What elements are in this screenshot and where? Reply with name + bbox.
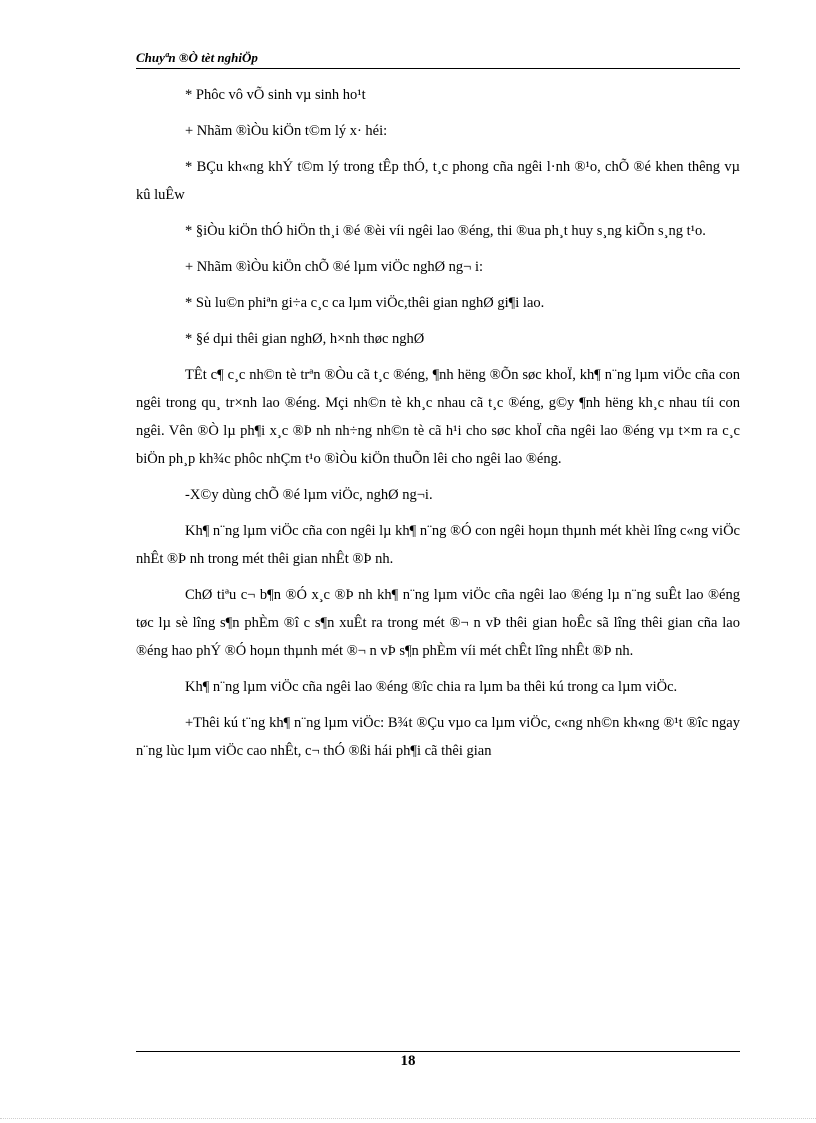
paragraph-6: * Sù lu©n phiªn gi÷a c¸c ca lµm viÖc,thêi gian nghØ gi¶i lao.: [185, 295, 545, 311]
paragraph-11: ChØ tiªu c¬ b¶n ®Ó x¸c ®Þ nh kh¶ n¨ng lµm viÖc cña ngêi lao ®éng lµ n¨ng suÊt lao ®éng tøc lµ sè lîng s¶n phÈm ®î c s¶n xuÊt ra trong mét ®¬ n vÞ thêi gian hoÊc sã lîng thêi gian cña lao ®éng hao phÝ ®Ó hoµn thµnh mét ®¬ n vÞ s¶n phÈm víi mét chÊt lîng nhÊt ®Þ nh.: [136, 587, 740, 659]
page-edge-divider: [0, 1118, 816, 1119]
paragraph-13: +Thêi kú t¨ng kh¶ n¨ng lµm viÖc: B¾t ®Çu vµo ca lµm viÖc, c«ng nh©n kh«ng ®¹t ®îc ngay n¨ng lùc lµm viÖc cao nhÊt, c¬ thÓ ®ßi hái ph¶i cã thêi gian: [136, 715, 740, 759]
paragraph-4: * §iÒu kiÖn thÓ hiÖn th¸i ®é ®èi víi ngêi lao ®éng, thi ®ua ph¸t huy s¸ng kiÕn s¸ng t¹o.: [185, 223, 706, 239]
paragraph-3: * BÇu kh«ng khÝ t©m lý trong tÊp thÓ, t¸c phong cña ngêi l·nh ®¹o, chÕ ®é khen thêng vµ kû luÊw: [136, 159, 740, 203]
paragraph-9: -X©y dùng chÕ ®é lµm viÖc, nghØ ng¬i.: [185, 487, 433, 503]
footer-rule: [136, 1051, 740, 1052]
header-rule: [136, 68, 740, 69]
paragraph-2: + Nhãm ®ìÒu kiÖn t©m lý x· héi:: [185, 123, 388, 139]
paragraph-8: TÊt c¶ c¸c nh©n tè trªn ®Òu cã t¸c ®éng, ¶nh hëng ®Õn søc khoÏ, kh¶ n¨ng lµm viÖc cña con ngêi trong qu¸ tr×nh lao ®éng. Mçi nh©n tè kh¸c nhau cã t¸c ®éng, g©y ¶nh hëng kh¸c nhau tíi con ngêi. Vên ®Ò lµ ph¶i x¸c ®Þ nh nh÷ng nh©n tè cã h¹i cho søc khoÏ cña ngêi lao ®éng vµ t×m ra c¸c biÖn ph¸p kh¾c phôc nhÇm t¹o ®ìÒu kiÖn thuÕn lêi cho ngêi lao ®éng.: [136, 367, 740, 467]
document-body: [136, 81, 740, 773]
paragraph-7: * §é dµi thêi gian nghØ, h×nh thøc nghØ: [185, 331, 425, 347]
paragraph-1: * Phôc vô vÕ sinh vµ sinh ho¹t: [185, 87, 366, 103]
paragraph-10: Kh¶ n¨ng lµm viÖc cña con ngêi lµ kh¶ n¨ng ®Ó con ngêi hoµn thµnh mét khèi lîng c«ng viÖc nhÊt ®Þ nh trong mét thêi gian nhÊt ®Þ nh.: [136, 523, 740, 567]
running-header-title: Chuyªn ®Ò tèt nghiÖp: [136, 50, 258, 65]
paragraph-12: Kh¶ n¨ng lµm viÖc cña ngêi lao ®éng ®îc chia ra lµm ba thêi kú trong ca lµm viÖc.: [185, 679, 678, 695]
page-number: 18: [400, 1053, 416, 1069]
paragraph-5: + Nhãm ®ìÒu kiÖn chÕ ®é lµm viÖc nghØ ng¬ i:: [185, 259, 484, 275]
